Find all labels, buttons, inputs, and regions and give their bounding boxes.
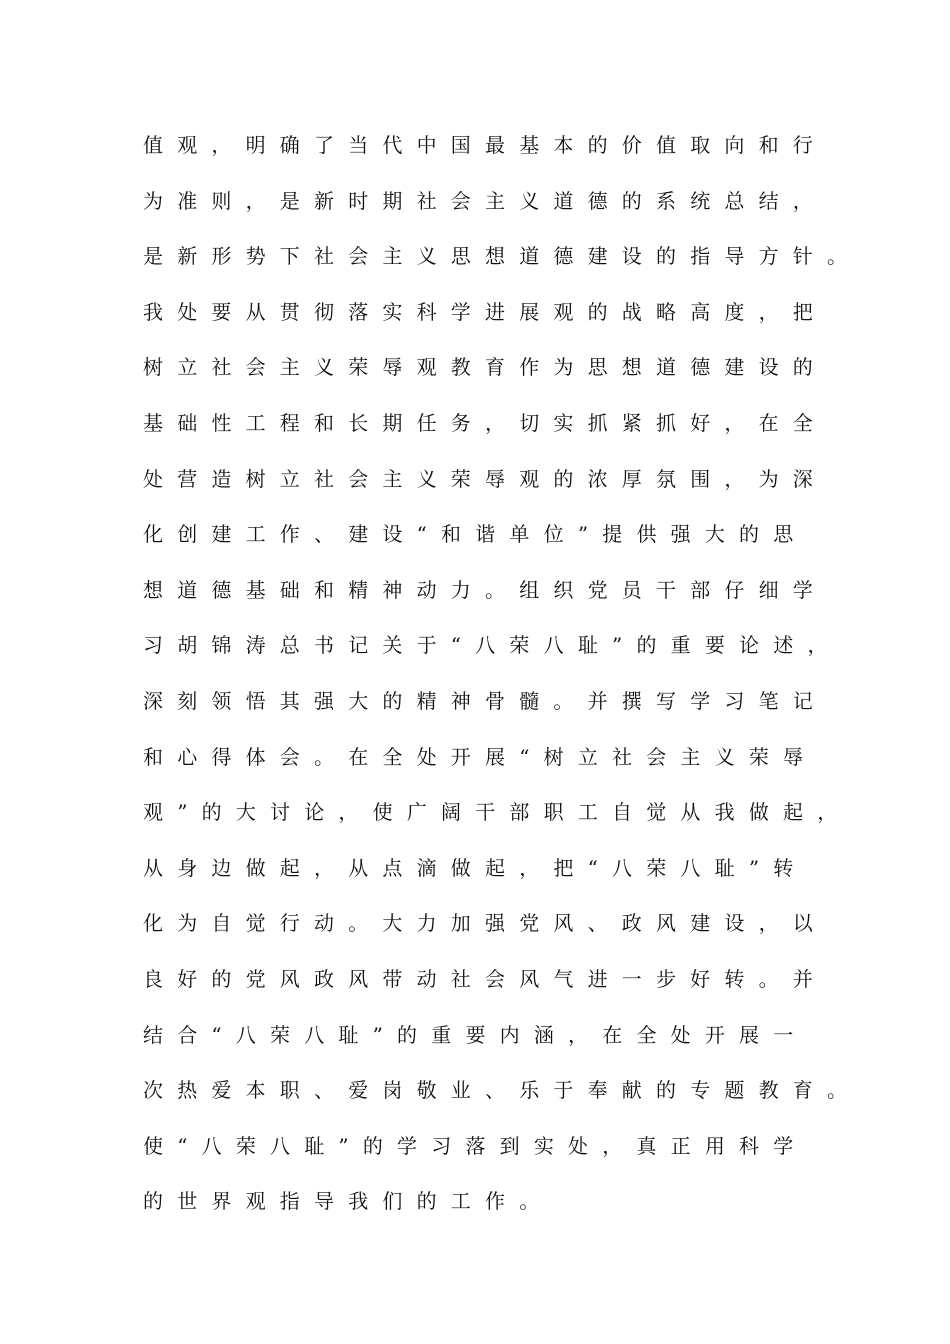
text-line-12: 和心得体会。在全处开展“树立社会主义荣辱	[143, 744, 818, 769]
text-line-19: 使“八荣八耻”的学习落到实处，真正用科学	[143, 1133, 808, 1158]
text-line-17: 结合“八荣八耻”的重要内涵，在全处开展一	[143, 1022, 808, 1047]
text-line-9: 想道德基础和精神动力。组织党员干部仔细学	[143, 577, 827, 602]
text-line-10: 习胡锦涛总书记关于“八荣八耻”的重要论述，	[143, 633, 842, 658]
text-line-4: 我处要从贯彻落实科学进展观的战略高度，把	[143, 299, 827, 324]
text-line-8: 化创建工作、建设“和谐单位”提供强大的思	[143, 522, 808, 547]
text-line-18: 次热爱本职、爱岗敬业、乐于奉献的专题教育。	[143, 1078, 862, 1103]
text-line-15: 化为自觉行动。大力加强党风、政风建设，以	[143, 911, 827, 936]
text-line-7: 处营造树立社会主义荣辱观的浓厚氛围，为深	[143, 466, 827, 491]
text-line-2: 为准则，是新时期社会主义道德的系统总结，	[143, 188, 827, 213]
text-line-14: 从身边做起，从点滴做起，把“八荣八耻”转	[143, 855, 808, 880]
text-line-20: 的世界观指导我们的工作。	[143, 1189, 554, 1214]
text-line-13: 观”的大讨论，使广阔干部职工自觉从我做起，	[143, 800, 852, 825]
text-line-3: 是新形势下社会主义思想道德建设的指导方针。	[143, 244, 862, 269]
text-line-11: 深刻领悟其强大的精神骨髓。并撰写学习笔记	[143, 688, 827, 713]
body-text	[143, 127, 862, 1239]
text-line-16: 良好的党风政风带动社会风气进一步好转。并	[143, 966, 827, 991]
text-line-6: 基础性工程和长期任务，切实抓紧抓好，在全	[143, 410, 827, 435]
text-line-1: 值观，明确了当代中国最基本的价值取向和行	[143, 133, 827, 157]
text-line-5: 树立社会主义荣辱观教育作为思想道德建设的	[143, 355, 827, 380]
